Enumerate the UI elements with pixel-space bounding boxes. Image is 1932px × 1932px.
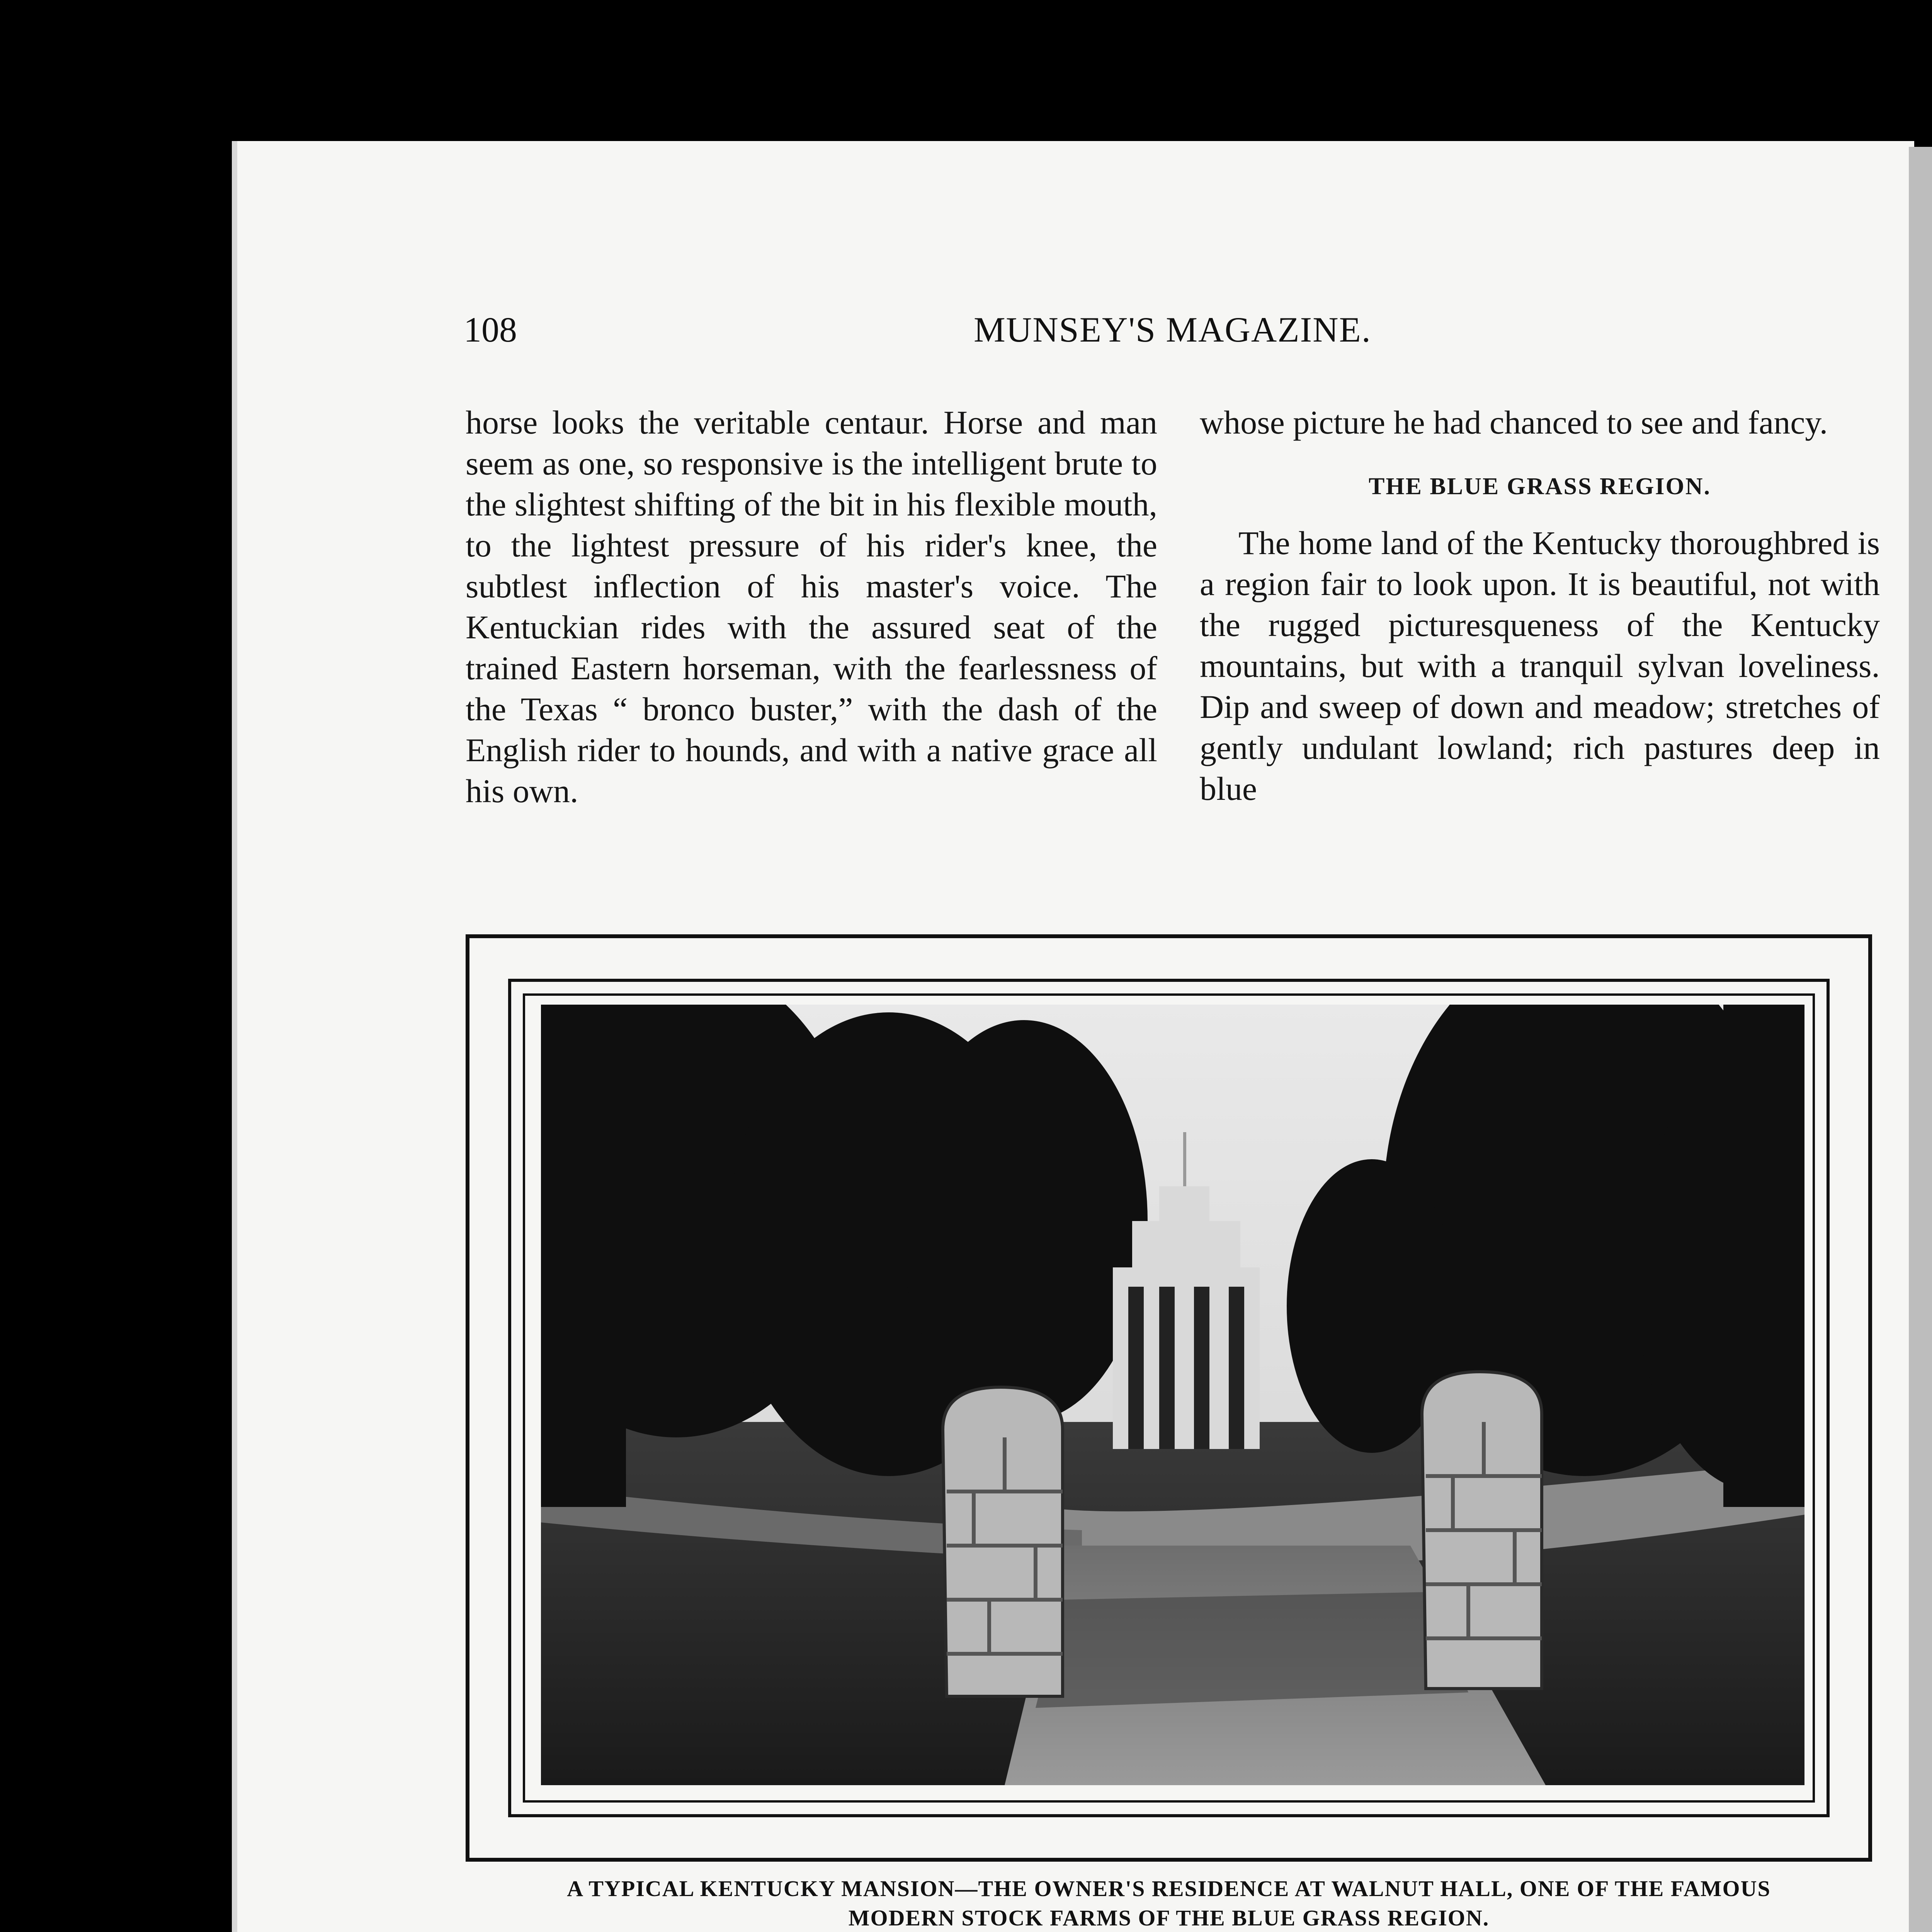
page-header: [464, 309, 1870, 355]
section-heading: THE BLUE GRASS REGION.: [1369, 473, 1711, 500]
paragraph: The home land of the Kentucky thoroughbred is a region fair to look upon. It is beautiful, not with the rugged picturesqueness of the Kentucky mountains, but with a tranquil sylvan loveliness. Dip and sweep of down and meadow; stretches of gently undulant lowland; rich pastures deep in blue: [1200, 524, 1880, 807]
running-title: MUNSEY'S MAGAZINE.: [974, 310, 1371, 349]
column-top-left: [466, 402, 1157, 811]
mansion-photo: [541, 1005, 1804, 1785]
paragraph: horse looks the veritable centaur. Horse and man seem as one, so responsive is the intelligent brute to the slightest shifting of the bit in his flexible mouth, to the lightest pressure of his rider's knee, the subtlest inflection of his master's voice. The Kentuckian rides with the assured seat of the trained Eastern horseman, with the fearlessness of the Texas “ bronco buster,” with the dash of the English rider to hounds, and with a native grace all his own.: [466, 404, 1157, 810]
paragraph: whose picture he had chanced to see and fancy.: [1200, 404, 1828, 441]
page-edge: [1909, 147, 1932, 1932]
caption-line-1: A TYPICAL KENTUCKY MANSION—THE OWNER'S RESIDENCE AT WALNUT HALL, ONE OF THE FAMOUS: [567, 1876, 1771, 1901]
caption-line-2: MODERN STOCK FARMS OF THE BLUE GRASS REGION.: [848, 1905, 1490, 1930]
column-top-right: [1200, 402, 1880, 809]
page-number: 108: [464, 310, 517, 349]
figure-caption: [466, 1874, 1872, 1932]
